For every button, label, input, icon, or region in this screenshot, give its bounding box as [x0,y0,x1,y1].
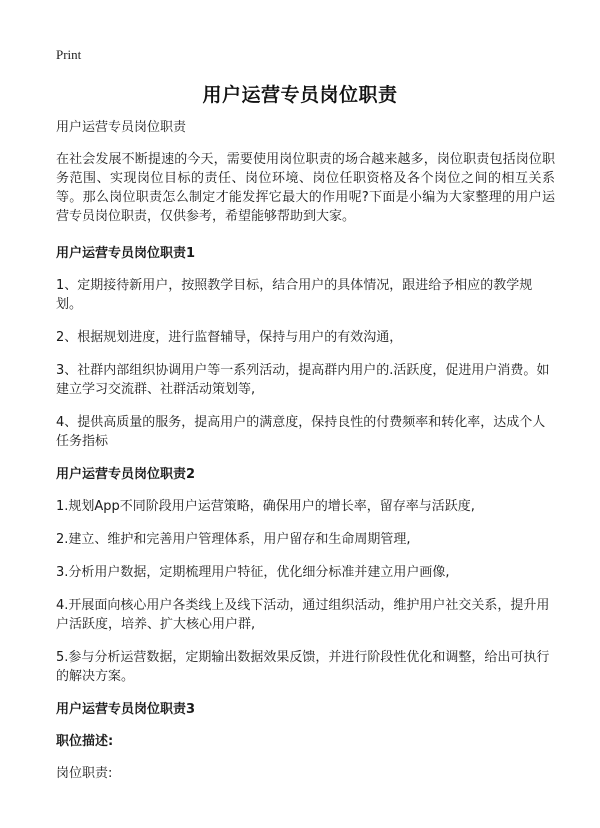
section-heading-1: 用户运营专员岗位职责1 [56,246,196,261]
section2-item-2: 2.建立、维护和完善用户管理体系，用户留存和生命周期管理, [56,532,411,547]
section-heading-2: 用户运营专员岗位职责2 [56,467,196,482]
document-body [56,118,555,795]
section1-item-3: 3、社群内部组织协调用户等一系列活动，提高群内用户的.活跃度，促进用户消费。如建立学习交流群、社群活动策划等, [56,363,550,397]
section2-item-5: 5.参与分析运营数据，定期输出数据效果反馈，并进行阶段性优化和调整，给出可执行的解决方案。 [56,650,550,684]
section1-item-1: 1、定期接待新用户，按照教学目标，结合用户的具体情况，跟进给予相应的教学规划。 [56,278,533,312]
document-title: 用户运营专员岗位职责 [202,84,398,106]
section2-item-4: 4.开展面向核心用户各类线上及线下活动，通过组织活动，维护用户社交关系，提升用户活跃度，培养、扩大核心用户群, [56,598,550,632]
print-label[interactable]: Print [56,47,82,62]
section1-item-4: 4、提供高质量的服务，提高用户的满意度，保持良性的付费频率和转化率，达成个人任务指标 [56,415,546,449]
job-duties-label: 岗位职责: [56,766,113,781]
section2-item-3: 3.分析用户数据，定期梳理用户特征，优化细分标准并建立用户画像, [56,565,450,580]
document-subtitle: 用户运营专员岗位职责 [56,120,187,135]
job-description-label: 职位描述: [56,734,114,749]
intro-paragraph: 在社会发展不断提速的今天，需要使用岗位职责的场合越来越多，岗位职责包括岗位职务范围、实现岗位目标的责任、岗位环境、岗位任职资格及各个岗位之间的相互关系等。那么岗位职责怎么制定才能发挥它最大的作用呢?下面是小编为大家整理的用户运营专员岗位职责，仅供参考，希望能够帮助到大家。 [56,152,555,224]
section-heading-3: 用户运营专员岗位职责3 [56,702,196,717]
section1-item-2: 2、根据规划进度，进行监督辅导，保持与用户的有效沟通， [56,330,403,345]
section2-item-1: 1.规划App不同阶段用户运营策略，确保用户的增长率，留存率与活跃度, [56,499,475,514]
